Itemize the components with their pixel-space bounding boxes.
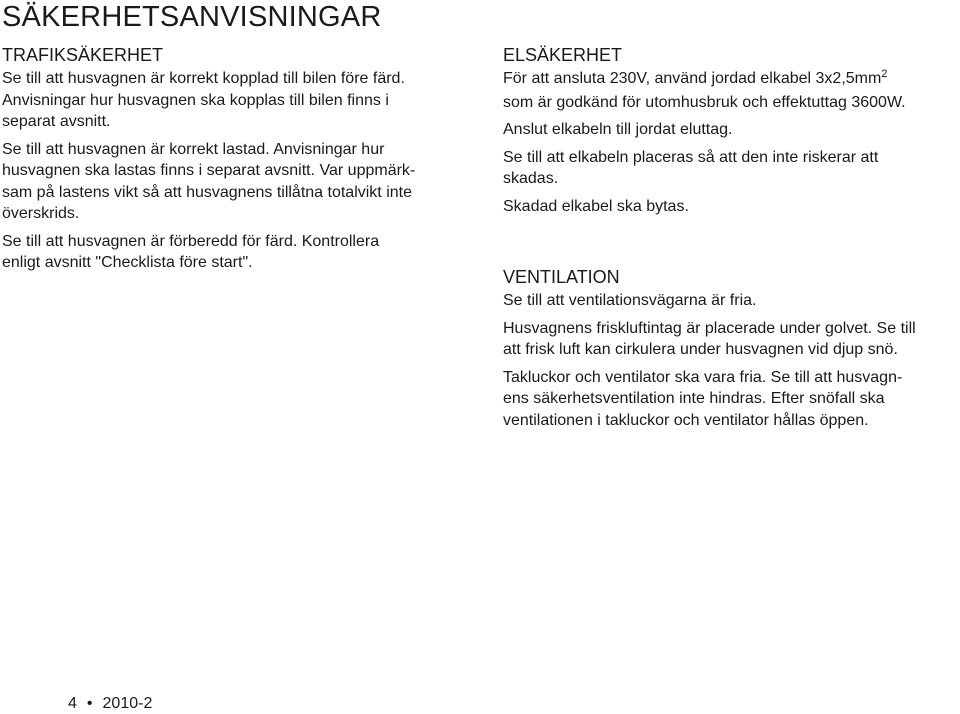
electric-paragraph-grounded	[503, 119, 958, 141]
text-line: Se till att husvagnen är förberedd för färd. Kontrollera	[2, 232, 380, 250]
ventilation-section	[503, 266, 958, 431]
page-title: SÄKERHETSANVISNINGAR	[2, 1, 382, 33]
superscript: 2	[881, 68, 888, 80]
edition-label: 2010-2	[102, 695, 153, 712]
text-line: Se till att husvagnen är korrekt kopplad till bilen före färd.	[2, 70, 405, 87]
electric-paragraph-cable	[503, 68, 958, 113]
traffic-paragraph-coupling	[2, 68, 460, 133]
text-line: Husvagnens friskluftintag är placerade under golvet. Se till	[503, 319, 916, 337]
text-line: ens säkerhetsventilation inte hindras. Efter snöfall ska	[503, 390, 885, 407]
text-line: husvagnen ska lastas finns i separat avsnitt. Var uppmärk-	[2, 162, 416, 179]
right-column	[503, 44, 958, 431]
electrical-safety-section	[503, 44, 958, 217]
cable-spec-text: För att ansluta 230V, använd jordad elkabel 3x2,5mm	[503, 70, 882, 87]
text-line: som är godkänd för utomhusbruk och effektuttag 3600W.	[503, 93, 906, 111]
ventilation-paragraph-intake	[503, 318, 958, 361]
electric-paragraph-placement	[503, 147, 958, 190]
text-line: skadas.	[503, 170, 559, 187]
text-line	[503, 68, 958, 92]
traffic-safety-heading: TRAFIKSÄKERHET	[2, 45, 164, 65]
text-line: sam på lastens vikt så att husvagnens tillåtna totalvikt inte	[2, 183, 412, 201]
text-line: Anslut elkabeln till jordat eluttag.	[503, 121, 733, 138]
text-line: Se till att husvagnen är korrekt lastad. Anvisningar hur	[2, 140, 385, 158]
text-line: Se till att ventilationsvägarna är fria.	[503, 292, 757, 309]
page-footer	[68, 694, 152, 714]
traffic-safety-section	[2, 44, 460, 274]
traffic-paragraph-checklist	[2, 231, 460, 274]
text-line: enligt avsnitt "Checklista före start".	[2, 254, 253, 271]
text-line: att frisk luft kan cirkulera under husvagnen vid djup snö.	[503, 341, 898, 358]
ventilation-paragraph-roof-hatches	[503, 367, 958, 432]
electrical-safety-heading: ELSÄKERHET	[503, 45, 623, 65]
text-line: Se till att elkabeln placeras så att den inte riskerar att	[503, 148, 879, 166]
page-number: 4	[68, 695, 77, 712]
text-line: Anvisningar hur husvagnen ska kopplas till bilen finns i	[2, 91, 389, 109]
bullet-separator: •	[86, 695, 93, 712]
electric-paragraph-damaged	[503, 196, 958, 218]
ventilation-paragraph-paths	[503, 290, 958, 312]
text-line: separat avsnitt.	[2, 113, 111, 130]
text-line: Takluckor och ventilator ska vara fria. Se till att husvagn-	[503, 368, 903, 386]
text-line: ventilationen i takluckor och ventilator hållas öppen.	[503, 411, 869, 429]
ventilation-heading: VENTILATION	[503, 267, 620, 287]
text-line: Skadad elkabel ska bytas.	[503, 197, 689, 215]
text-line: överskrids.	[2, 205, 80, 222]
traffic-paragraph-loading	[2, 139, 460, 225]
